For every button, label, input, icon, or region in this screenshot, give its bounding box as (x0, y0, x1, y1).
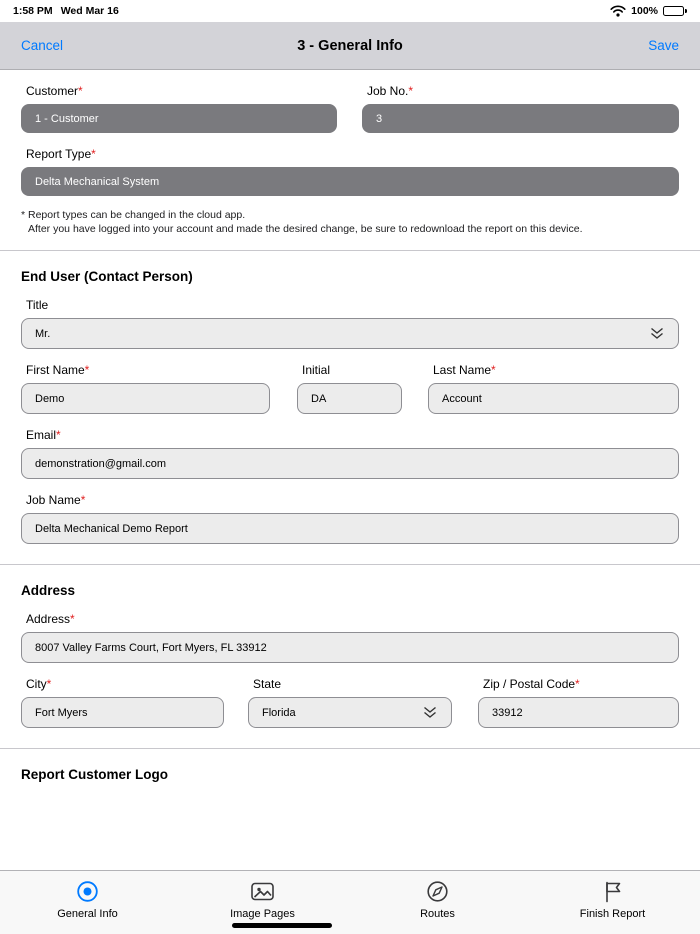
tab-routes[interactable] (350, 871, 525, 934)
report-type-field[interactable]: Delta Mechanical System (21, 167, 679, 196)
tab-label: General Info (57, 908, 118, 920)
last-name-field[interactable]: Account (428, 383, 679, 414)
chevron-double-down-icon (422, 706, 438, 719)
tab-label: Finish Report (579, 908, 646, 920)
report-type-note: * Report types can be changed in the cloud app. After you have logged into your account and made the desired change, be sure to redownload the report on this device. (21, 209, 583, 236)
address-heading: Address (21, 583, 76, 599)
required-asterisk: * (80, 493, 86, 508)
required-asterisk: * (56, 428, 61, 443)
state-field[interactable]: Florida (248, 697, 452, 728)
address-field[interactable]: 8007 Valley Farms Court, Fort Myers, FL 33912 (21, 632, 679, 663)
report-customer-logo-heading: Report Customer Logo (21, 767, 168, 783)
home-indicator[interactable] (232, 923, 332, 928)
required-asterisk: * (46, 677, 52, 692)
initial-field[interactable]: DA (297, 383, 402, 414)
image-icon (250, 879, 275, 904)
tab-general-info[interactable] (0, 871, 175, 934)
tab-finish-report[interactable] (525, 871, 700, 934)
tab-label: Image Pages (230, 908, 295, 920)
title-label: Title (26, 298, 49, 313)
cancel-button[interactable]: Cancel (21, 38, 64, 53)
required-asterisk: * (408, 84, 414, 98)
required-asterisk: * (84, 363, 90, 378)
navigation-bar (0, 22, 700, 70)
battery-icon (663, 6, 687, 16)
wifi-icon (610, 5, 626, 17)
section-divider (0, 250, 700, 251)
status-bar (0, 0, 700, 22)
job-name-field[interactable]: Delta Mechanical Demo Report (21, 513, 679, 544)
status-time: 1:58 PM (13, 5, 53, 17)
zip-label: Zip / Postal Code* (483, 677, 580, 692)
status-date: Wed Mar 16 (60, 5, 119, 17)
required-asterisk: * (491, 363, 496, 378)
first-name-label: First Name* (26, 363, 90, 378)
page-title: 3 - General Info (297, 37, 403, 54)
required-asterisk: * (70, 612, 75, 627)
job-name-label: Job Name* (26, 493, 86, 508)
end-user-heading: End User (Contact Person) (21, 269, 193, 285)
report-type-label: Report Type* (26, 147, 96, 161)
first-name-field[interactable]: Demo (21, 383, 270, 414)
flag-icon (600, 879, 625, 904)
required-asterisk: * (575, 677, 580, 692)
chevron-double-down-icon (649, 327, 665, 340)
address-label: Address* (26, 612, 75, 627)
city-label: City* (26, 677, 52, 692)
title-field[interactable]: Mr. (21, 318, 679, 349)
customer-label: Customer* (26, 84, 83, 98)
city-field[interactable]: Fort Myers (21, 697, 224, 728)
zip-field[interactable]: 33912 (478, 697, 679, 728)
email-field[interactable]: demonstration@gmail.com (21, 448, 679, 479)
tab-bar (0, 870, 700, 934)
state-label: State (253, 677, 282, 692)
last-name-label: Last Name* (433, 363, 496, 378)
customer-field[interactable]: 1 - Customer (21, 104, 337, 133)
save-button[interactable]: Save (648, 38, 679, 53)
record-circle-icon (75, 879, 100, 904)
initial-label: Initial (302, 363, 331, 378)
tab-label: Routes (420, 908, 455, 920)
job-no-field[interactable]: 3 (362, 104, 679, 133)
required-asterisk: * (91, 147, 96, 161)
job-no-label: Job No.* (367, 84, 414, 98)
required-asterisk: * (78, 84, 83, 98)
compass-icon (425, 879, 450, 904)
section-divider (0, 748, 700, 749)
email-label: Email* (26, 428, 61, 443)
battery-percent: 100% (631, 5, 658, 17)
section-divider (0, 564, 700, 565)
